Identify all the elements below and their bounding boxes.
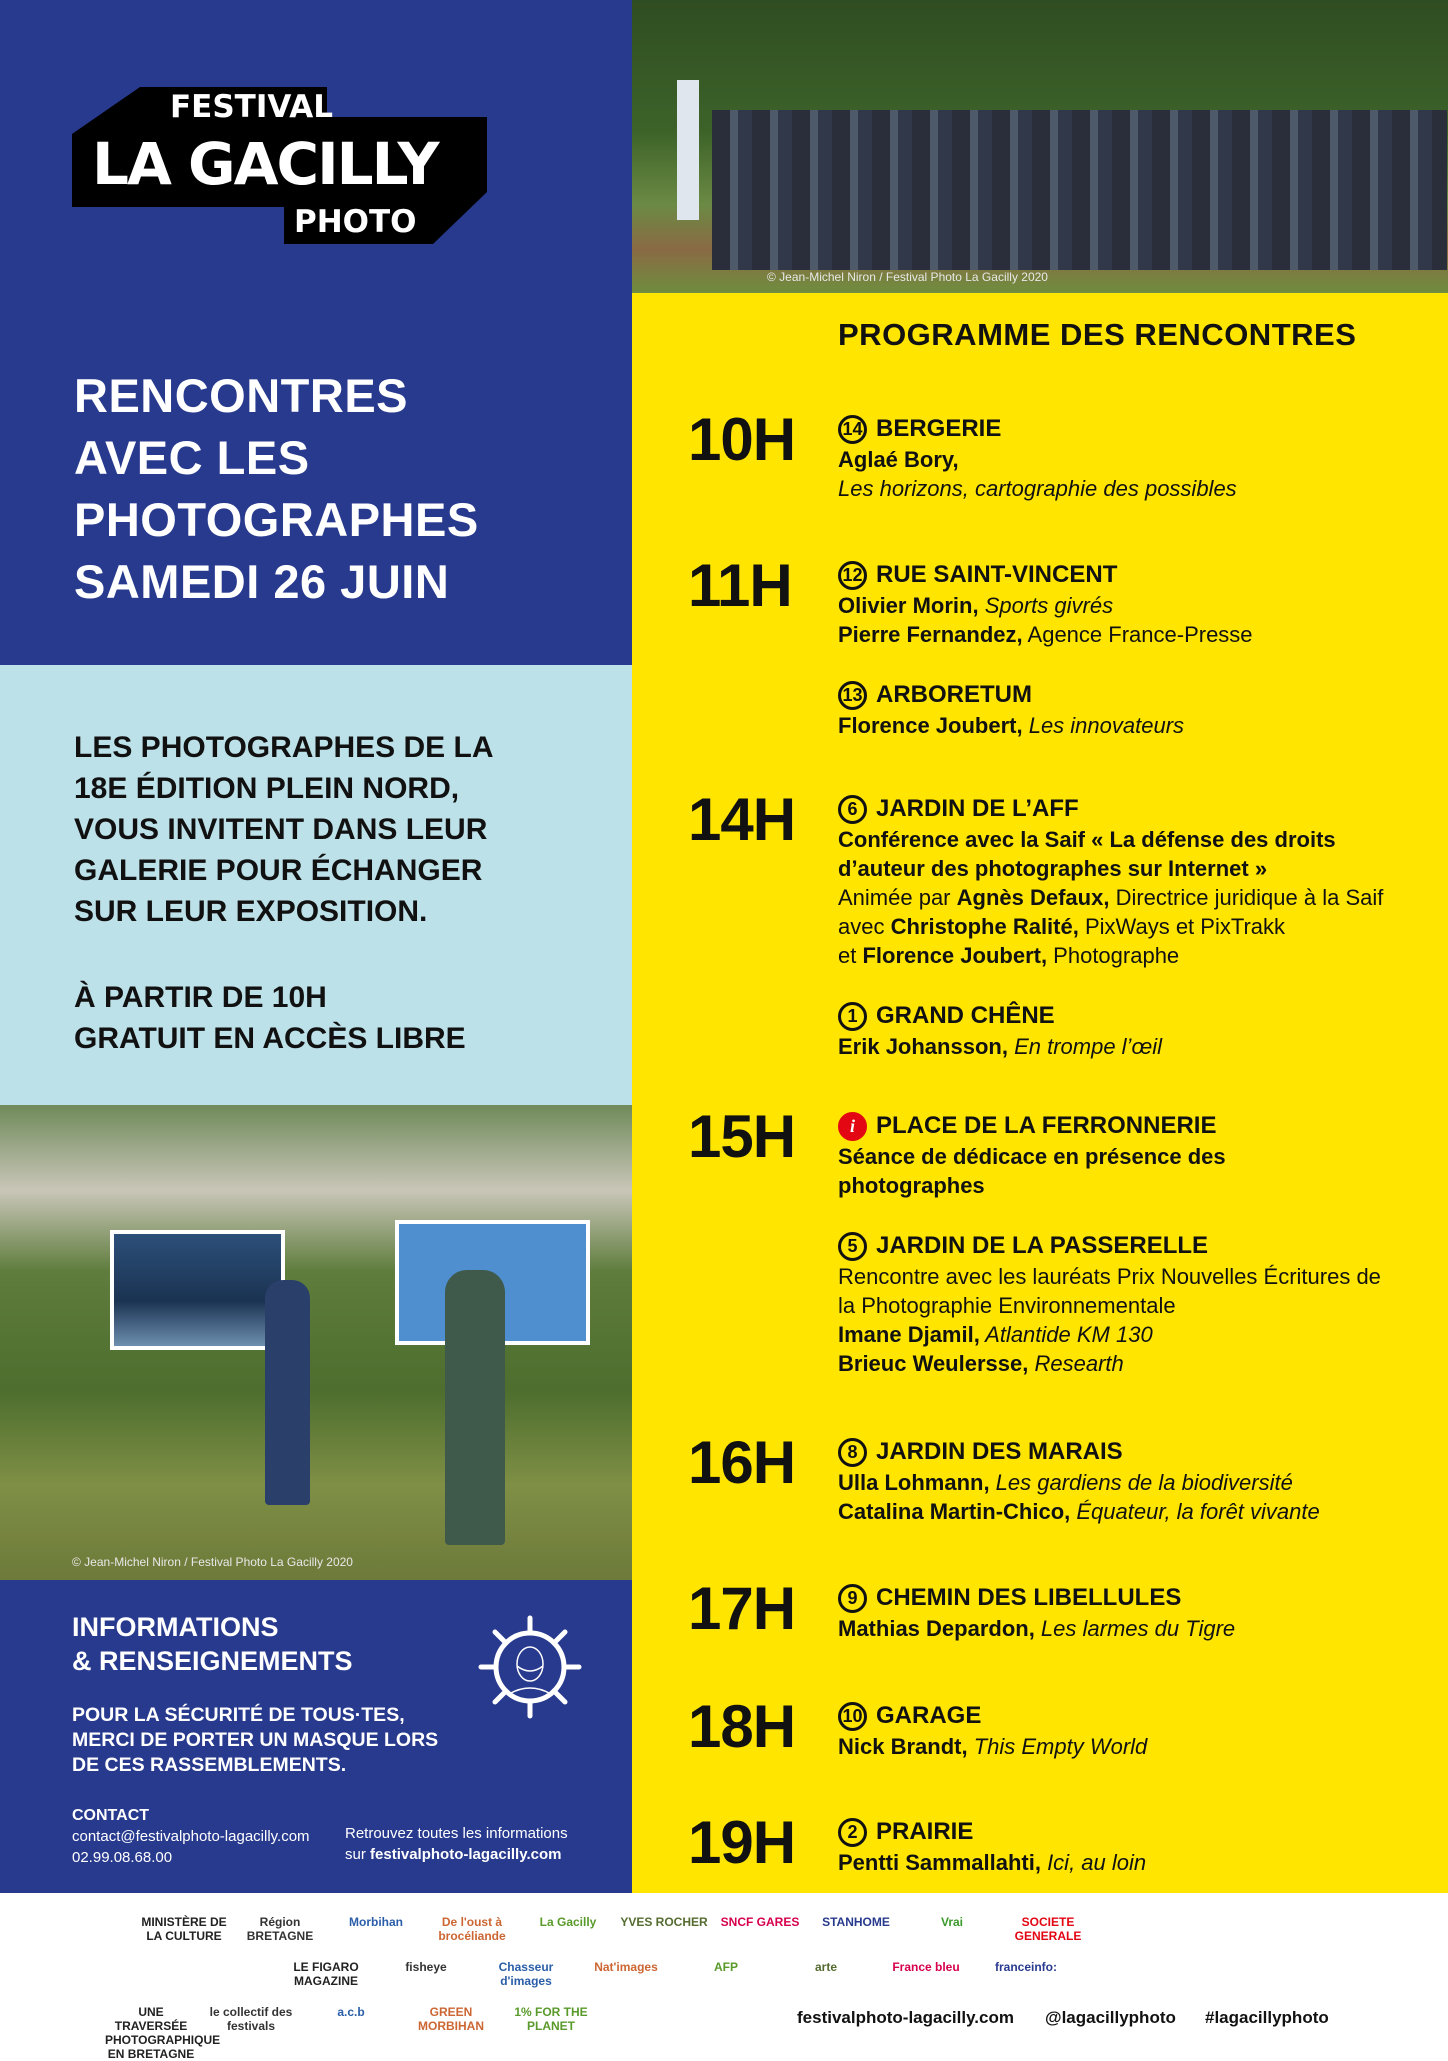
- detail-text: photographes: [838, 1173, 985, 1198]
- slot-time: 14H: [688, 786, 796, 853]
- venue-number-badge: 13: [838, 681, 867, 710]
- venue-detail-line: [838, 1320, 1448, 1349]
- more-info-prefix: sur: [345, 1846, 371, 1863]
- slot-time: 16H: [688, 1429, 796, 1496]
- invite-line: 18E ÉDITION PLEIN NORD,: [74, 772, 460, 805]
- venue-header: [838, 679, 1448, 711]
- venue-header: [838, 793, 1448, 825]
- venue-entry: [838, 1110, 1448, 1200]
- sponsor-logo: STANHOME: [822, 1915, 890, 1929]
- detail-text: Animée par: [838, 885, 957, 910]
- detail-text: et: [838, 943, 863, 968]
- exhibit-panel: [677, 80, 699, 220]
- venue-detail-line: [838, 474, 1448, 503]
- venue-number-badge: 6: [838, 795, 867, 824]
- programme-title: PROGRAMME DES RENCONTRES: [838, 317, 1357, 352]
- sponsor-logo: Nat'images: [594, 1960, 658, 1974]
- venue-name: ARBORETUM: [876, 681, 1032, 708]
- detail-text: Ulla Lohmann,: [838, 1470, 990, 1495]
- detail-text: Les gardiens de la biodiversité: [989, 1470, 1293, 1495]
- sponsor-logo: le collectif des festivals: [209, 2005, 293, 2033]
- detail-text: Pierre Fernandez,: [838, 622, 1023, 647]
- mask-line: POUR LA SÉCURITÉ DE TOUS·TES,: [72, 1704, 405, 1726]
- detail-text: Pentti Sammallahti,: [838, 1850, 1041, 1875]
- venue-name: BERGERIE: [876, 415, 1002, 442]
- venue-number-badge: 1: [838, 1002, 867, 1031]
- detail-text: Florence Joubert,: [838, 713, 1023, 738]
- venue-name: PLACE DE LA FERRONNERIE: [876, 1112, 1217, 1139]
- venue-name: JARDIN DES MARAIS: [876, 1438, 1123, 1465]
- slot-venues: [838, 1582, 1448, 1673]
- venue-detail-line: [838, 854, 1448, 883]
- detail-text: Conférence avec la Saif « La défense des droits: [838, 827, 1336, 852]
- venue-entry: [838, 1816, 1448, 1877]
- slot-venues: [838, 413, 1448, 533]
- detail-text: Mathias Depardon,: [838, 1616, 1035, 1641]
- venue-entry: [838, 793, 1448, 970]
- social-handle[interactable]: @lagacillyphoto: [1045, 2008, 1176, 2027]
- detail-text: This Empty World: [967, 1734, 1148, 1759]
- venue-entry: [838, 1582, 1448, 1643]
- venue-number-badge: 10: [838, 1702, 867, 1731]
- sponsor-logo: SNCF GARES: [720, 1915, 800, 1929]
- slot-venues: [838, 1700, 1448, 1791]
- man-figure: [445, 1270, 505, 1545]
- venue-detail-line: [838, 591, 1448, 620]
- sponsor-logo: La Gacilly: [539, 1915, 597, 1929]
- slot-time: 18H: [688, 1693, 796, 1760]
- venue-entry: [838, 559, 1448, 649]
- detail-text: Les larmes du Tigre: [1034, 1616, 1236, 1641]
- venue-number-badge: 12: [838, 561, 867, 590]
- photo-credit: © Jean-Michel Niron / Festival Photo La Gacilly 2020: [767, 270, 1048, 284]
- venue-header: [838, 1816, 1448, 1848]
- venue-detail-line: [838, 1614, 1448, 1643]
- detail-text: PixWays et PixTrakk: [1078, 914, 1286, 939]
- slot-venues: [838, 559, 1448, 770]
- venue-name: GRAND CHÊNE: [876, 1002, 1055, 1029]
- venue-number-badge: 2: [838, 1818, 867, 1847]
- contact-block: [72, 1805, 310, 1868]
- slot-venues: [838, 1110, 1448, 1408]
- svg-text:FESTIVAL: FESTIVAL: [170, 89, 333, 125]
- detail-text: Les horizons, cartographie des possibles: [838, 476, 1237, 501]
- venue-detail-line: [838, 1497, 1448, 1526]
- contact-label: CONTACT: [72, 1807, 150, 1824]
- sponsor-logo: De l'oust à brocéliande: [438, 1915, 506, 1943]
- detail-text: Sports givrés: [978, 593, 1114, 618]
- info-title-line: & RENSEIGNEMENTS: [72, 1646, 353, 1676]
- sponsor-logo: UNE TRAVERSÉE PHOTOGRAPHIQUE EN BRETAGNE: [105, 2005, 221, 2061]
- venue-header: [838, 1582, 1448, 1614]
- sponsor-logo: YVES ROCHER: [620, 1915, 708, 1929]
- sponsor-logo: arte: [814, 1960, 837, 1974]
- sponsor-logo: Chasseur d'images: [498, 1960, 554, 1988]
- venue-detail-line: [838, 711, 1448, 740]
- sponsor-logo: 1% FOR THE PLANET: [514, 2005, 588, 2033]
- detail-text: Atlantide KM 130: [979, 1322, 1153, 1347]
- social-website[interactable]: festivalphoto-lagacilly.com: [797, 2008, 1014, 2027]
- venue-entry: [838, 413, 1448, 503]
- info-title-line: INFORMATIONS: [72, 1612, 279, 1642]
- info-title: [72, 1610, 353, 1678]
- venue-header: [838, 1700, 1448, 1732]
- venue-entry: [838, 1436, 1448, 1526]
- invite-line: VOUS INVITENT DANS LEUR: [74, 813, 488, 846]
- venue-name: CHEMIN DES LIBELLULES: [876, 1584, 1182, 1611]
- venue-detail-line: [838, 912, 1448, 941]
- venue-entry: [838, 1000, 1448, 1061]
- more-info-line: Retrouvez toutes les informations: [345, 1825, 568, 1842]
- crowd-photo: [632, 0, 1448, 293]
- sponsor-logo: Région BRETAGNE: [246, 1915, 314, 1943]
- slot-time: 10H: [688, 406, 796, 473]
- hero-line: PHOTOGRAPHES: [74, 493, 479, 546]
- venue-name: JARDIN DE L’AFF: [876, 795, 1079, 822]
- woman-figure: [265, 1280, 310, 1505]
- access-line: GRATUIT EN ACCÈS LIBRE: [74, 1022, 466, 1055]
- venue-detail-line: [838, 1262, 1448, 1291]
- venue-header: [838, 1436, 1448, 1468]
- crowd: [712, 110, 1447, 270]
- venue-number-badge: 9: [838, 1584, 867, 1613]
- venue-detail-line: [838, 825, 1448, 854]
- detail-text: Agence France-Presse: [1022, 622, 1253, 647]
- sponsor-logo: LE FIGARO MAGAZINE: [293, 1960, 359, 1988]
- invite-text: [74, 727, 494, 932]
- detail-text: Aglaé Bory,: [838, 447, 959, 472]
- sponsor-logo: SOCIETE GENERALE: [1014, 1915, 1082, 1943]
- sponsor-logo: Morbihan: [349, 1915, 403, 1929]
- venue-detail-line: [838, 1349, 1448, 1378]
- detail-text: En trompe l’œil: [1007, 1034, 1162, 1059]
- access-line: À PARTIR DE 10H: [74, 981, 327, 1014]
- sponsor-logo: MINISTÈRE DE LA CULTURE: [141, 1915, 227, 1943]
- invite-line: SUR LEUR EXPOSITION.: [74, 895, 428, 928]
- venue-header: [838, 559, 1448, 591]
- detail-text: Catalina Martin-Chico,: [838, 1499, 1071, 1524]
- sponsor-logo: a.c.b: [337, 2005, 365, 2019]
- mask-message: [72, 1703, 438, 1778]
- venue-name: RUE SAINT-VINCENT: [876, 561, 1118, 588]
- venue-entry: [838, 1700, 1448, 1761]
- contact-email[interactable]: contact@festivalphoto-lagacilly.com: [72, 1828, 310, 1845]
- venue-detail-line: [838, 1142, 1448, 1171]
- detail-text: Les innovateurs: [1022, 713, 1185, 738]
- contact-phone[interactable]: 02.99.08.68.00: [72, 1849, 173, 1866]
- detail-text: Séance de dédicace en présence des: [838, 1144, 1226, 1169]
- venue-detail-line: [838, 1468, 1448, 1497]
- sponsor-logo: GREEN MORBIHAN: [418, 2005, 484, 2033]
- info-icon: i: [838, 1112, 867, 1141]
- venue-header: [838, 1000, 1448, 1032]
- detail-text: Erik Johansson,: [838, 1034, 1008, 1059]
- venue-detail-line: [838, 883, 1448, 912]
- venue-detail-line: [838, 1032, 1448, 1061]
- hero-line: SAMEDI 26 JUIN: [74, 555, 450, 608]
- sponsor-logo: AFP: [714, 1960, 738, 1974]
- sponsor-logo: Vrai: [940, 1915, 964, 1929]
- venue-number-badge: 5: [838, 1232, 867, 1261]
- detail-text: Olivier Morin,: [838, 593, 979, 618]
- svg-text:PHOTO: PHOTO: [294, 204, 417, 240]
- detail-text: d’auteur des photographes sur Internet »: [838, 856, 1268, 881]
- hero-title: [74, 365, 479, 613]
- slot-time: 11H: [688, 552, 792, 619]
- detail-text: Florence Joubert,: [862, 943, 1048, 968]
- venue-entry: [838, 679, 1448, 740]
- sponsor-logo: fisheye: [405, 1960, 447, 1974]
- mask-line: MERCI DE PORTER UN MASQUE LORS: [72, 1729, 439, 1751]
- slot-time: 15H: [688, 1103, 796, 1170]
- detail-text: Rencontre avec les lauréats Prix Nouvelles Écritures de: [838, 1264, 1381, 1289]
- invite-line: GALERIE POUR ÉCHANGER: [74, 854, 483, 887]
- exhibit-print-cliffs: [110, 1230, 285, 1350]
- detail-text: la Photographie Environnementale: [838, 1293, 1176, 1318]
- festival-logo: [72, 72, 492, 247]
- slot-venues: [838, 793, 1448, 1091]
- venue-detail-line: [838, 941, 1448, 970]
- slot-venues: [838, 1436, 1448, 1556]
- venue-header: [838, 1230, 1448, 1262]
- venue-number-badge: 8: [838, 1438, 867, 1467]
- venue-detail-line: [838, 620, 1448, 649]
- virus-mask-icon: [475, 1612, 585, 1722]
- detail-text: Researth: [1028, 1351, 1124, 1376]
- venue-number-badge: 14: [838, 415, 867, 444]
- access-text: [74, 977, 466, 1059]
- sponsor-logo: France bleu: [892, 1960, 960, 1974]
- detail-text: Photographe: [1047, 943, 1180, 968]
- invite-line: LES PHOTOGRAPHES DE LA: [74, 731, 494, 764]
- venue-detail-line: [838, 445, 1448, 474]
- venue-detail-line: [838, 1732, 1448, 1761]
- venue-header: [838, 413, 1448, 445]
- photo-credit: © Jean-Michel Niron / Festival Photo La Gacilly 2020: [72, 1555, 353, 1569]
- venue-entry: [838, 1230, 1448, 1378]
- slot-time: 19H: [688, 1809, 796, 1876]
- sponsor-logo: franceinfo:: [994, 1960, 1057, 1974]
- venue-name: GARAGE: [876, 1702, 982, 1729]
- social-hashtag[interactable]: #lagacillyphoto: [1205, 2008, 1329, 2027]
- more-info: [345, 1823, 568, 1865]
- slot-time: 17H: [688, 1575, 796, 1642]
- mask-line: DE CES RASSEMBLEMENTS.: [72, 1754, 347, 1776]
- venue-detail-line: [838, 1171, 1448, 1200]
- hero-line: AVEC LES: [74, 431, 310, 484]
- photographers-photo: [0, 1105, 632, 1580]
- detail-text: avec: [838, 914, 891, 939]
- detail-text: Agnès Defaux,: [956, 885, 1110, 910]
- venue-name: JARDIN DE LA PASSERELLE: [876, 1232, 1209, 1259]
- detail-text: Brieuc Weulersse,: [838, 1351, 1029, 1376]
- detail-text: Directrice juridique à la Saif: [1109, 885, 1384, 910]
- detail-text: Ici, au loin: [1040, 1850, 1147, 1875]
- venue-name: PRAIRIE: [876, 1818, 974, 1845]
- venue-detail-line: [838, 1848, 1448, 1877]
- venue-detail-line: [838, 1291, 1448, 1320]
- detail-text: Nick Brandt,: [838, 1734, 968, 1759]
- venue-header: [838, 1110, 1448, 1142]
- detail-text: Christophe Ralité,: [890, 914, 1079, 939]
- website-link[interactable]: festivalphoto-lagacilly.com: [370, 1846, 562, 1863]
- detail-text: Équateur, la forêt vivante: [1070, 1499, 1320, 1524]
- hero-line: RENCONTRES: [74, 369, 409, 422]
- detail-text: Imane Djamil,: [838, 1322, 980, 1347]
- svg-text:LA GACILLY: LA GACILLY: [92, 130, 438, 198]
